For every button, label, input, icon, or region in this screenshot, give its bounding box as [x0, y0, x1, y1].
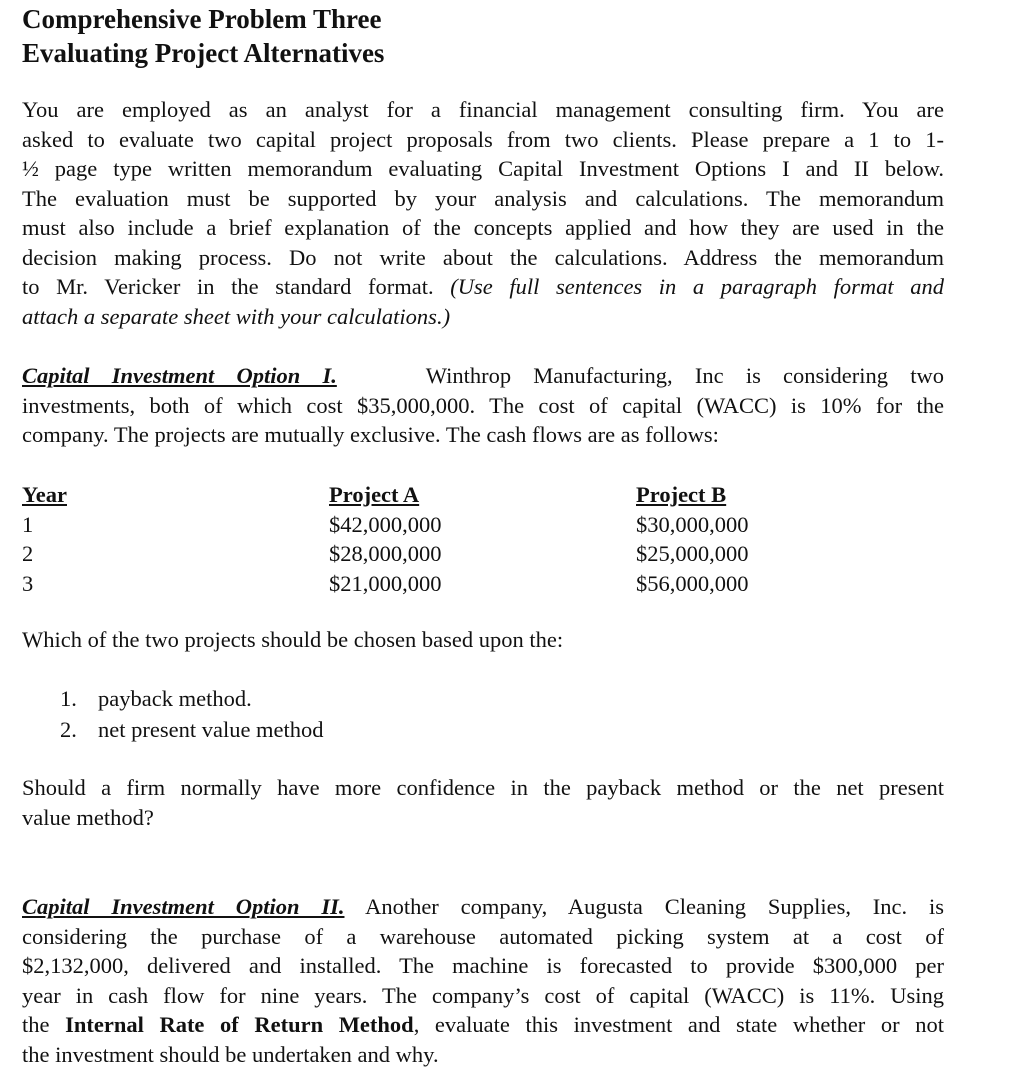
list-number: 1. — [60, 686, 77, 711]
question-prompt — [22, 625, 944, 655]
year-header: Year — [22, 482, 67, 507]
project-a-header: Project A — [329, 482, 420, 507]
project-b-cell: $30,000,000 — [636, 511, 749, 537]
list-number: 2. — [60, 717, 77, 742]
intro-line: You are employed as an analyst for a financial management consulting firm. You are — [22, 97, 944, 122]
title-line-2: Evaluating Project Alternatives — [22, 38, 385, 68]
intro-line — [22, 272, 944, 302]
option2-line6: the investment should be undertaken and why. — [22, 1041, 439, 1067]
methods-list — [60, 683, 324, 745]
project-a-cell: $21,000,000 — [329, 570, 442, 596]
intro-line8-italic: attach a separate sheet with your calculations.) — [22, 303, 451, 329]
option2-irr-method: Internal Rate of Return Method — [65, 1012, 414, 1037]
year-column — [22, 480, 67, 598]
list-item — [60, 683, 324, 714]
option2-line4: year in cash flow for nine years. The company’s cost of capital (WACC) is 11%. Using — [22, 982, 944, 1008]
option2-line1-rest: Another company, Augusta Cleaning Supplies, Inc. is — [344, 894, 945, 919]
option1-line3: company. The projects are mutually exclusive. The cash flows are as follows: — [22, 422, 719, 447]
intro-line: asked to evaluate two capital project proposals from two clients. Please prepare a 1 to 1- — [22, 126, 944, 152]
option1-heading: Capital Investment Option I. — [22, 363, 337, 388]
intro-paragraph — [22, 95, 944, 331]
option2-line5-pre: the — [22, 1012, 66, 1037]
project-b-cell: $56,000,000 — [636, 570, 749, 596]
intro-line: must also include a brief explanation of the concepts applied and how they are used in the — [22, 215, 944, 240]
project-a-column — [329, 480, 442, 598]
intro-line7-text: to Mr. Vericker in the standard format. — [22, 274, 451, 299]
option2-line5 — [22, 1010, 944, 1040]
project-a-cell: $28,000,000 — [329, 541, 442, 566]
title-line-1: Comprehensive Problem Three — [22, 4, 382, 34]
confidence-question — [22, 773, 944, 832]
option1-line1 — [22, 361, 944, 391]
option1-line2: investments, both of which cost $35,000,000. The cost of capital (WACC) is 10% for the — [22, 392, 944, 418]
page-title — [22, 2, 384, 70]
confidence-line2: value method? — [22, 804, 154, 830]
option2-line3: $2,132,000, delivered and installed. The machine is forecasted to provide $300,000 per — [22, 953, 944, 978]
project-a-cell: $42,000,000 — [329, 511, 442, 537]
list-text: net present value method — [98, 717, 324, 742]
intro-line: ½ page type written memorandum evaluating Capital Investment Options I and II below. — [22, 156, 944, 181]
list-text: payback method. — [98, 686, 252, 711]
option2-line2: considering the purchase of a warehouse automated picking system at a cost of — [22, 923, 944, 949]
intro-line: The evaluation must be supported by your analysis and calculations. The memorandum — [22, 185, 944, 211]
intro-line: decision making process. Do not write about the calculations. Address the memorandum — [22, 244, 944, 270]
option2-heading: Capital Investment Option II. — [22, 894, 345, 919]
project-b-header: Project B — [636, 482, 727, 507]
option2-line1 — [22, 892, 944, 922]
list-item — [60, 714, 324, 745]
year-cell: 2 — [22, 541, 34, 566]
project-b-column — [636, 480, 749, 598]
option2-paragraph — [22, 892, 944, 1069]
intro-line7-italic: (Use full sentences in a paragraph format and — [450, 274, 944, 299]
option1-paragraph — [22, 361, 944, 450]
option2-line5-post: , evaluate this investment and state whether or not — [413, 1012, 944, 1037]
project-b-cell: $25,000,000 — [636, 541, 749, 566]
question-prompt-text: Which of the two projects should be chosen based upon the: — [22, 627, 564, 652]
option1-line1-rest: Winthrop Manufacturing, Inc is considering two — [425, 363, 944, 388]
year-cell: 3 — [22, 570, 34, 596]
year-cell: 1 — [22, 511, 34, 537]
confidence-line1: Should a firm normally have more confidence in the payback method or the net present — [22, 775, 944, 800]
